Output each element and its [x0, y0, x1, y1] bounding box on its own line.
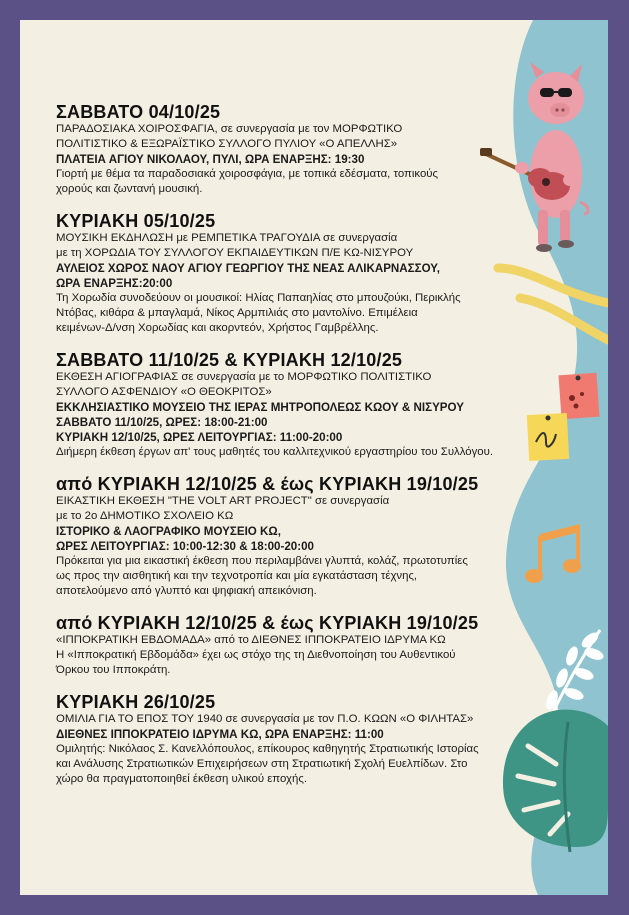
- event-description: Ντόβας, κιθάρα & μπαγλαμά, Νίκος Αρμπιλιάς στο μαντολίνο. Επιμέλεια: [56, 307, 418, 319]
- event-description: Γιορτή με θέμα τα παραδοσιακά χοιροσφάγια, με τοπικά εδέσματα, τοπικούς: [56, 168, 439, 180]
- event-title: ΣΑΒΒΑΤΟ 04/10/25: [56, 102, 221, 122]
- event-venue: ΙΣΤΟΡΙΚΟ & ΛΑΟΓΡΑΦΙΚΟ ΜΟΥΣΕΙΟ ΚΩ,: [56, 525, 281, 538]
- event-line: ΕΙΚΑΣΤΙΚΗ ΕΚΘΕΣΗ "THE VOLT ART PROJECT" σε συνεργασία: [56, 495, 390, 507]
- event-section: [56, 692, 546, 787]
- event-section: [56, 211, 546, 336]
- event-description: χορούς και ζωντανή μουσική.: [56, 183, 203, 195]
- events-list: [56, 102, 546, 801]
- event-description: Η «Ιπποκρατική Εβδομάδα» έχει ως στόχο της τη Διεθνοποίηση του Αυθεντικού: [56, 649, 456, 661]
- event-description: κειμένων-Δ/νση Χορωδίας και ακορντεόν, Χρήστος Γαμβρέλλης.: [56, 322, 379, 334]
- event-line: «ΙΠΠΟΚΡΑΤΙΚΗ ΕΒΔΟΜΑΔΑ» από το ΔΙΕΘΝΕΣ ΙΠΠΟΚΡΑΤΕΙΟ ΙΔΡΥΜΑ ΚΩ: [56, 634, 446, 646]
- event-section: [56, 613, 546, 678]
- event-venue: ΔΙΕΘΝΕΣ ΙΠΠΟΚΡΑΤΕΙΟ ΙΔΡΥΜΑ ΚΩ, ΩΡΑ ΕΝΑΡΞΗΣ: 11:00: [56, 728, 384, 741]
- event-title: ΣΑΒΒΑΤΟ 11/10/25 & ΚΥΡΙΑΚΗ 12/10/25: [56, 350, 403, 370]
- event-section: [56, 102, 546, 197]
- event-line: ΠΑΡΑΔΟΣΙΑΚΑ ΧΟΙΡΟΣΦΑΓΙΑ, σε συνεργασία με τον ΜΟΡΦΩΤΙΚΟ: [56, 123, 403, 135]
- event-title: ΚΥΡΙΑΚΗ 05/10/25: [56, 211, 216, 231]
- event-description: Όρκου του Ιπποκράτη.: [56, 664, 171, 676]
- event-line: ΟΜΙΛΙΑ ΓΙΑ ΤΟ ΕΠΟΣ ΤΟΥ 1940 σε συνεργασία με τον Π.Ο. ΚΩΩΝ «Ο ΦΙΛΗΤΑΣ»: [56, 713, 474, 725]
- event-line: ΣΥΛΛΟΓΟ ΑΣΦΕΝΔΙΟΥ «Ο ΘΕΟΚΡΙΤΟΣ»: [56, 386, 272, 398]
- event-line: ΠΟΛΙΤΙΣΤΙΚΟ & ΕΞΩΡΑΪΣΤΙΚΟ ΣΥΛΛΟΓΟ ΠΥΛΙΟΥ «Ο ΑΠΕΛΛΗΣ»: [56, 138, 398, 150]
- event-description: Τη Χορωδία συνοδεύουν οι μουσικοί: Ηλίας Παπαηλίας στο μπουζούκι, Περικλής: [56, 292, 461, 304]
- event-description: ως προς την αισθητική και την τεχνοτροπία και μία εγκατάσταση τέχνης,: [56, 570, 418, 582]
- event-line: με τη ΧΟΡΩΔΙΑ ΤΟΥ ΣΥΛΛΟΓΟΥ ΕΚΠΑΙΔΕΥΤΙΚΩΝ Π/Ε ΚΩ-ΝΙΣΥΡΟΥ: [56, 247, 414, 259]
- event-venue: ΣΑΒΒΑΤΟ 11/10/25, ΩΡΕΣ: 18:00-21:00: [56, 416, 268, 429]
- event-venue: ΚΥΡΙΑΚΗ 12/10/25, ΩΡΕΣ ΛΕΙΤΟΥΡΓΙΑΣ: 11:00-20:00: [56, 431, 343, 444]
- event-line: ΕΚΘΕΣΗ ΑΓΙΟΓΡΑΦΙΑΣ σε συνεργασία με το ΜΟΡΦΩΤΙΚΟ ΠΟΛΙΤΙΣΤΙΚΟ: [56, 371, 432, 383]
- event-line: ΜΟΥΣΙΚΗ ΕΚΔΗΛΩΣΗ με ΡΕΜΠΕΤΙΚΑ ΤΡΑΓΟΥΔΙΑ σε συνεργασία: [56, 232, 398, 244]
- event-description: Διήμερη έκθεση έργων απ' τους μαθητές του καλλιτεχνικού εργαστηρίου του Συλλόγου.: [56, 446, 494, 458]
- event-line: με το 2ο ΔΗΜΟΤΙΚΟ ΣΧΟΛΕΙΟ ΚΩ: [56, 510, 234, 522]
- event-section: [56, 350, 546, 460]
- event-venue: ΩΡΕΣ ΛΕΙΤΟΥΡΓΙΑΣ: 10:00-12:30 & 18:00-20:00: [56, 540, 314, 553]
- poster-page: [20, 20, 608, 895]
- event-description: και Ανάλυσης Στρατιωτικών Επιχειρήσεων στη Στρατιωτική Σχολή Ευελπίδων. Στο: [56, 758, 468, 770]
- event-title: από ΚΥΡΙΑΚΗ 12/10/25 & έως ΚΥΡΙΑΚΗ 19/10/25: [56, 474, 479, 494]
- event-description: χώρο θα πραγματοποιηθεί έκθεση υλικού εποχής.: [56, 773, 308, 785]
- event-title: από ΚΥΡΙΑΚΗ 12/10/25 & έως ΚΥΡΙΑΚΗ 19/10/25: [56, 613, 479, 633]
- event-description: Ομιλητής: Νικόλαος Σ. Κανελλόπουλος, επίκουρος καθηγητής Στρατιωτικής Ιστορίας: [56, 743, 479, 755]
- event-description: Πρόκειται για μια εικαστική έκθεση που περιλαμβάνει γλυπτά, κολάζ, πρωτοτυπίες: [56, 555, 468, 567]
- event-venue: ΠΛΑΤΕΙΑ ΑΓΙΟΥ ΝΙΚΟΛΑΟΥ, ΠΥΛΙ, ΩΡΑ ΕΝΑΡΞΗΣ: 19:30: [56, 153, 365, 166]
- event-venue: ΑΥΛΕΙΟΣ ΧΩΡΟΣ ΝΑΟΥ ΑΓΙΟΥ ΓΕΩΡΓΙΟΥ ΤΗΣ ΝΕΑΣ ΑΛΙΚΑΡΝΑΣΣΟΥ,: [56, 262, 440, 275]
- event-venue: ΕΚΚΛΗΣΙΑΣΤΙΚΟ ΜΟΥΣΕΙΟ ΤΗΣ ΙΕΡΑΣ ΜΗΤΡΟΠΟΛΕΩΣ ΚΩΟΥ & ΝΙΣΥΡΟΥ: [56, 401, 464, 414]
- event-description: αποτελούμενο από γλυπτό και ψηφιακή απεικόνιση.: [56, 585, 317, 597]
- event-section: [56, 474, 546, 599]
- event-venue: ΩΡΑ ΕΝΑΡΞΗΣ:20:00: [56, 277, 173, 290]
- event-title: ΚΥΡΙΑΚΗ 26/10/25: [56, 692, 216, 712]
